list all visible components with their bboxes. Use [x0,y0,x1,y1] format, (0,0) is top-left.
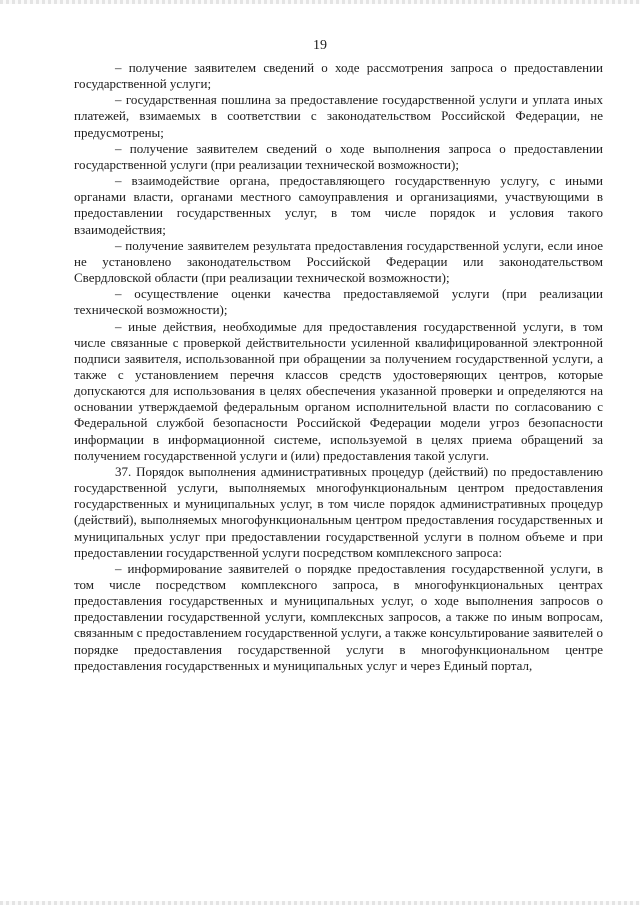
paragraph-interaction: – взаимодействие органа, предоставляющего государственную услугу, с иными органами власти, органами местного самоуправления и организациями, участвующими в предоставлении государственных услуг, в том числе порядок и условия такого взаимодействия; [74,173,603,237]
paragraph-item-37: 37. Порядок выполнения административных процедур (действий) по предоставлению государственной услуги, выполняемых многофункциональным центром предоставления государственных и муниципальных услуг, в том числе порядок административных процедур (действий), выполняемых многофункциональным центром предоставления государственных и муниципальных услуг при предоставлении государственной услуги в полном объеме и при предоставлении государственной услуги посредством комплексного запроса: [74,463,603,560]
paragraph-status-info: – получение заявителем сведений о ходе рассмотрения запроса о предоставлении государственной услуги; [74,60,603,92]
page-number: 19 [313,38,327,53]
body-text [74,60,603,674]
paragraph-other-actions: – иные действия, необходимые для предоставления государственной услуги, в том числе связанные с проверкой действительности усиленной квалифицированной электронной подписи заявителя, использованной при обращении за получением государственной услуги, а также с установлением перечня классов средств удостоверяющих центров, которые допускаются для использования в целях обеспечения указанной проверки и определяются на основании утверждаемой федеральным органом исполнительной власти по согласованию с Федеральной службой безопасности Российской Федерации модели угроз безопасности информации в информационной системе, используемой в целях приема обращений за получением государственной услуги и (или) предоставления такой услуги. [74,318,603,463]
scan-edge-top [0,0,640,4]
paragraph-state-fee: – государственная пошлина за предоставление государственной услуги и уплата иных платежей, взимаемых в соответствии с законодательством Российской Федерации, не предусмотрены; [74,92,603,140]
scan-edge-bottom [0,901,640,905]
paragraph-informing-applicants: – информирование заявителей о порядке предоставления государственной услуги, в том числе посредством комплексного запроса, в многофункциональных центрах предоставления государственных и муниципальных услуг, о ходе выполнения запросов о предоставлении государственной услуги, комплексных запросов, а также по иным вопросам, связанным с предоставлением государственной услуги, а также консультирование заявителей о порядке предоставления государственной услуги в многофункциональном центре предоставления государственных и муниципальных услуг и через Единый портал, [74,560,604,673]
paragraph-result-receipt: – получение заявителем результата предоставления государственной услуги, если иное не установлено законодательством Российской Федерации или законодательством Свердловской области (при реализации технической возможности); [74,237,603,286]
paragraph-quality-assessment: – осуществление оценки качества предоставляемой услуги (при реализации технической возможности); [74,286,603,318]
paragraph-execution-status: – получение заявителем сведений о ходе выполнения запроса о предоставлении государственной услуги (при реализации технической возможности); [74,140,603,172]
